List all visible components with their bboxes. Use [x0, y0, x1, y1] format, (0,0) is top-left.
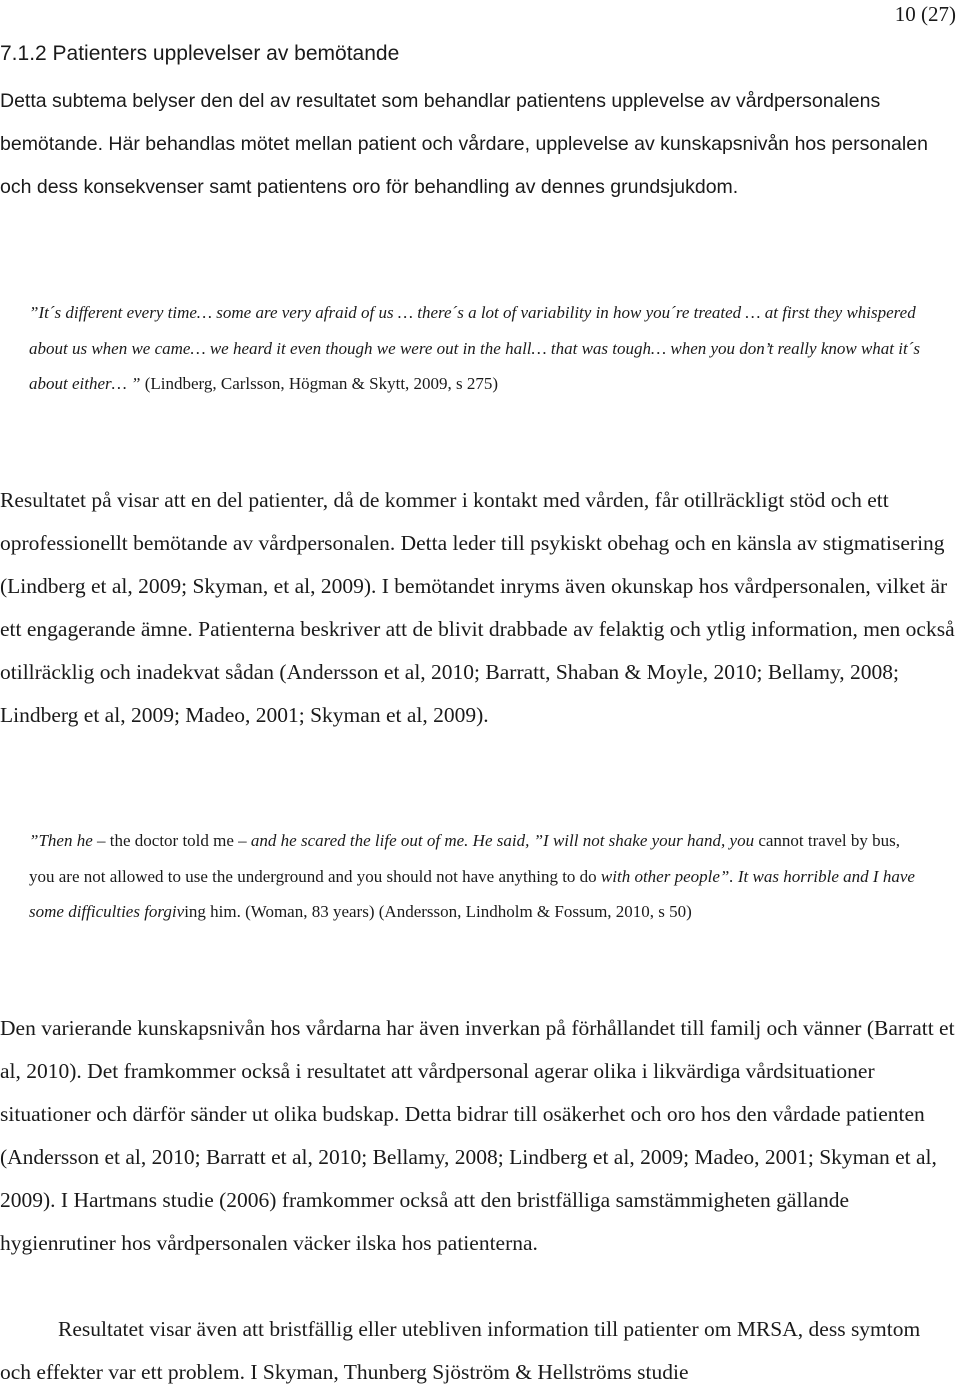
block-quote-2 — [29, 823, 929, 930]
quote-2-part-2: the doctor told me — [109, 831, 234, 850]
block-quote-1 — [29, 295, 949, 402]
quote-2-part-4: cannot travel by bus, you are not allowed to use the underground and you should not have anything to do — [29, 831, 900, 886]
intro-paragraph: Detta subtema belyser den del av resultatet som behandlar patientens upplevelse av vårdpersonalens bemötande. Här behandlas mötet mellan patient och vårdare, upplevelse av kunskapsnivån hos personalen och dess konsekvenser samt patientens oro för behandling av dennes grundsjukdom. — [0, 90, 928, 198]
body-paragraph-2: Den varierande kunskapsnivån hos vårdarna har även inverkan på förhållandet till familj och vänner (Barratt et al, 2010). Det framkommer också i resultatet att vårdpersonal agerar olika i likvärdiga vårdsituationer situationer och därför sänder ut olika budskap. Detta bidrar till osäkerhet och oro hos den vårdade patienten (Andersson et al, 2010; Barratt et al, 2010; Bellamy, 2008; Lindberg et al, 2009; Madeo, 2001; Skyman et al, 2009). I Hartmans studie (2006) framkommer också att den bristfälliga samstämmigheten gällande hygienrutiner hos vårdpersonalen väcker ilska hos patienterna. — [0, 1016, 955, 1255]
page-number: 10 (27) — [894, 2, 956, 26]
body-paragraph-3: Resultatet visar även att bristfällig eller utebliven information till patienter om MRSA, dess symtom och effekter var ett problem. I Skyman, Thunberg Sjöström & Hellströms studie — [0, 1317, 921, 1384]
quote-2-part-1: ”Then he – — [29, 831, 110, 850]
quote-2-part-3: – and he scared the life out of me. He said, ”I will not shake your hand, you — [233, 831, 759, 850]
quote-1-citation: (Lindberg, Carlsson, Högman & Skytt, 2009, s 275) — [140, 374, 499, 393]
quote-2-part-6: ing him. (Woman, 83 years) (Andersson, Lindholm & Fossum, 2010, s 50) — [184, 902, 692, 921]
section-heading: 7.1.2 Patienters upplevelser av bemötande — [0, 42, 400, 65]
body-paragraph-1: Resultatet på visar att en del patienter, då de kommer i kontakt med vården, får otillräckligt stöd och ett oprofessionellt bemötande av vårdpersonalen. Detta leder till psykiskt obehag och en känsla av stigmatisering (Lindberg et al, 2009; Skyman, et al, 2009). I bemötandet inryms även okunskap hos vårdpersonalen, vilket är ett engagerande ämne. Patienterna beskriver att de blivit drabbade av felaktig och ytlig information, men också otillräcklig och inadekvat sådan (Andersson et al, 2010; Barratt, Shaban & Moyle, 2010; Bellamy, 2008; Lindberg et al, 2009; Madeo, 2001; Skyman et al, 2009). — [0, 488, 955, 727]
quote-1-text: ”It´s different every time… some are very afraid of us … there´s a lot of variability in how you´re treated … at first they whispered about us when we came… we heard it even though we were out in the hall… that was tough… when you don’t really know what it´s about either… ” — [29, 303, 920, 393]
quote-2-part-5: with other people”. It was horrible and I have some difficulties forgiv — [29, 866, 915, 921]
